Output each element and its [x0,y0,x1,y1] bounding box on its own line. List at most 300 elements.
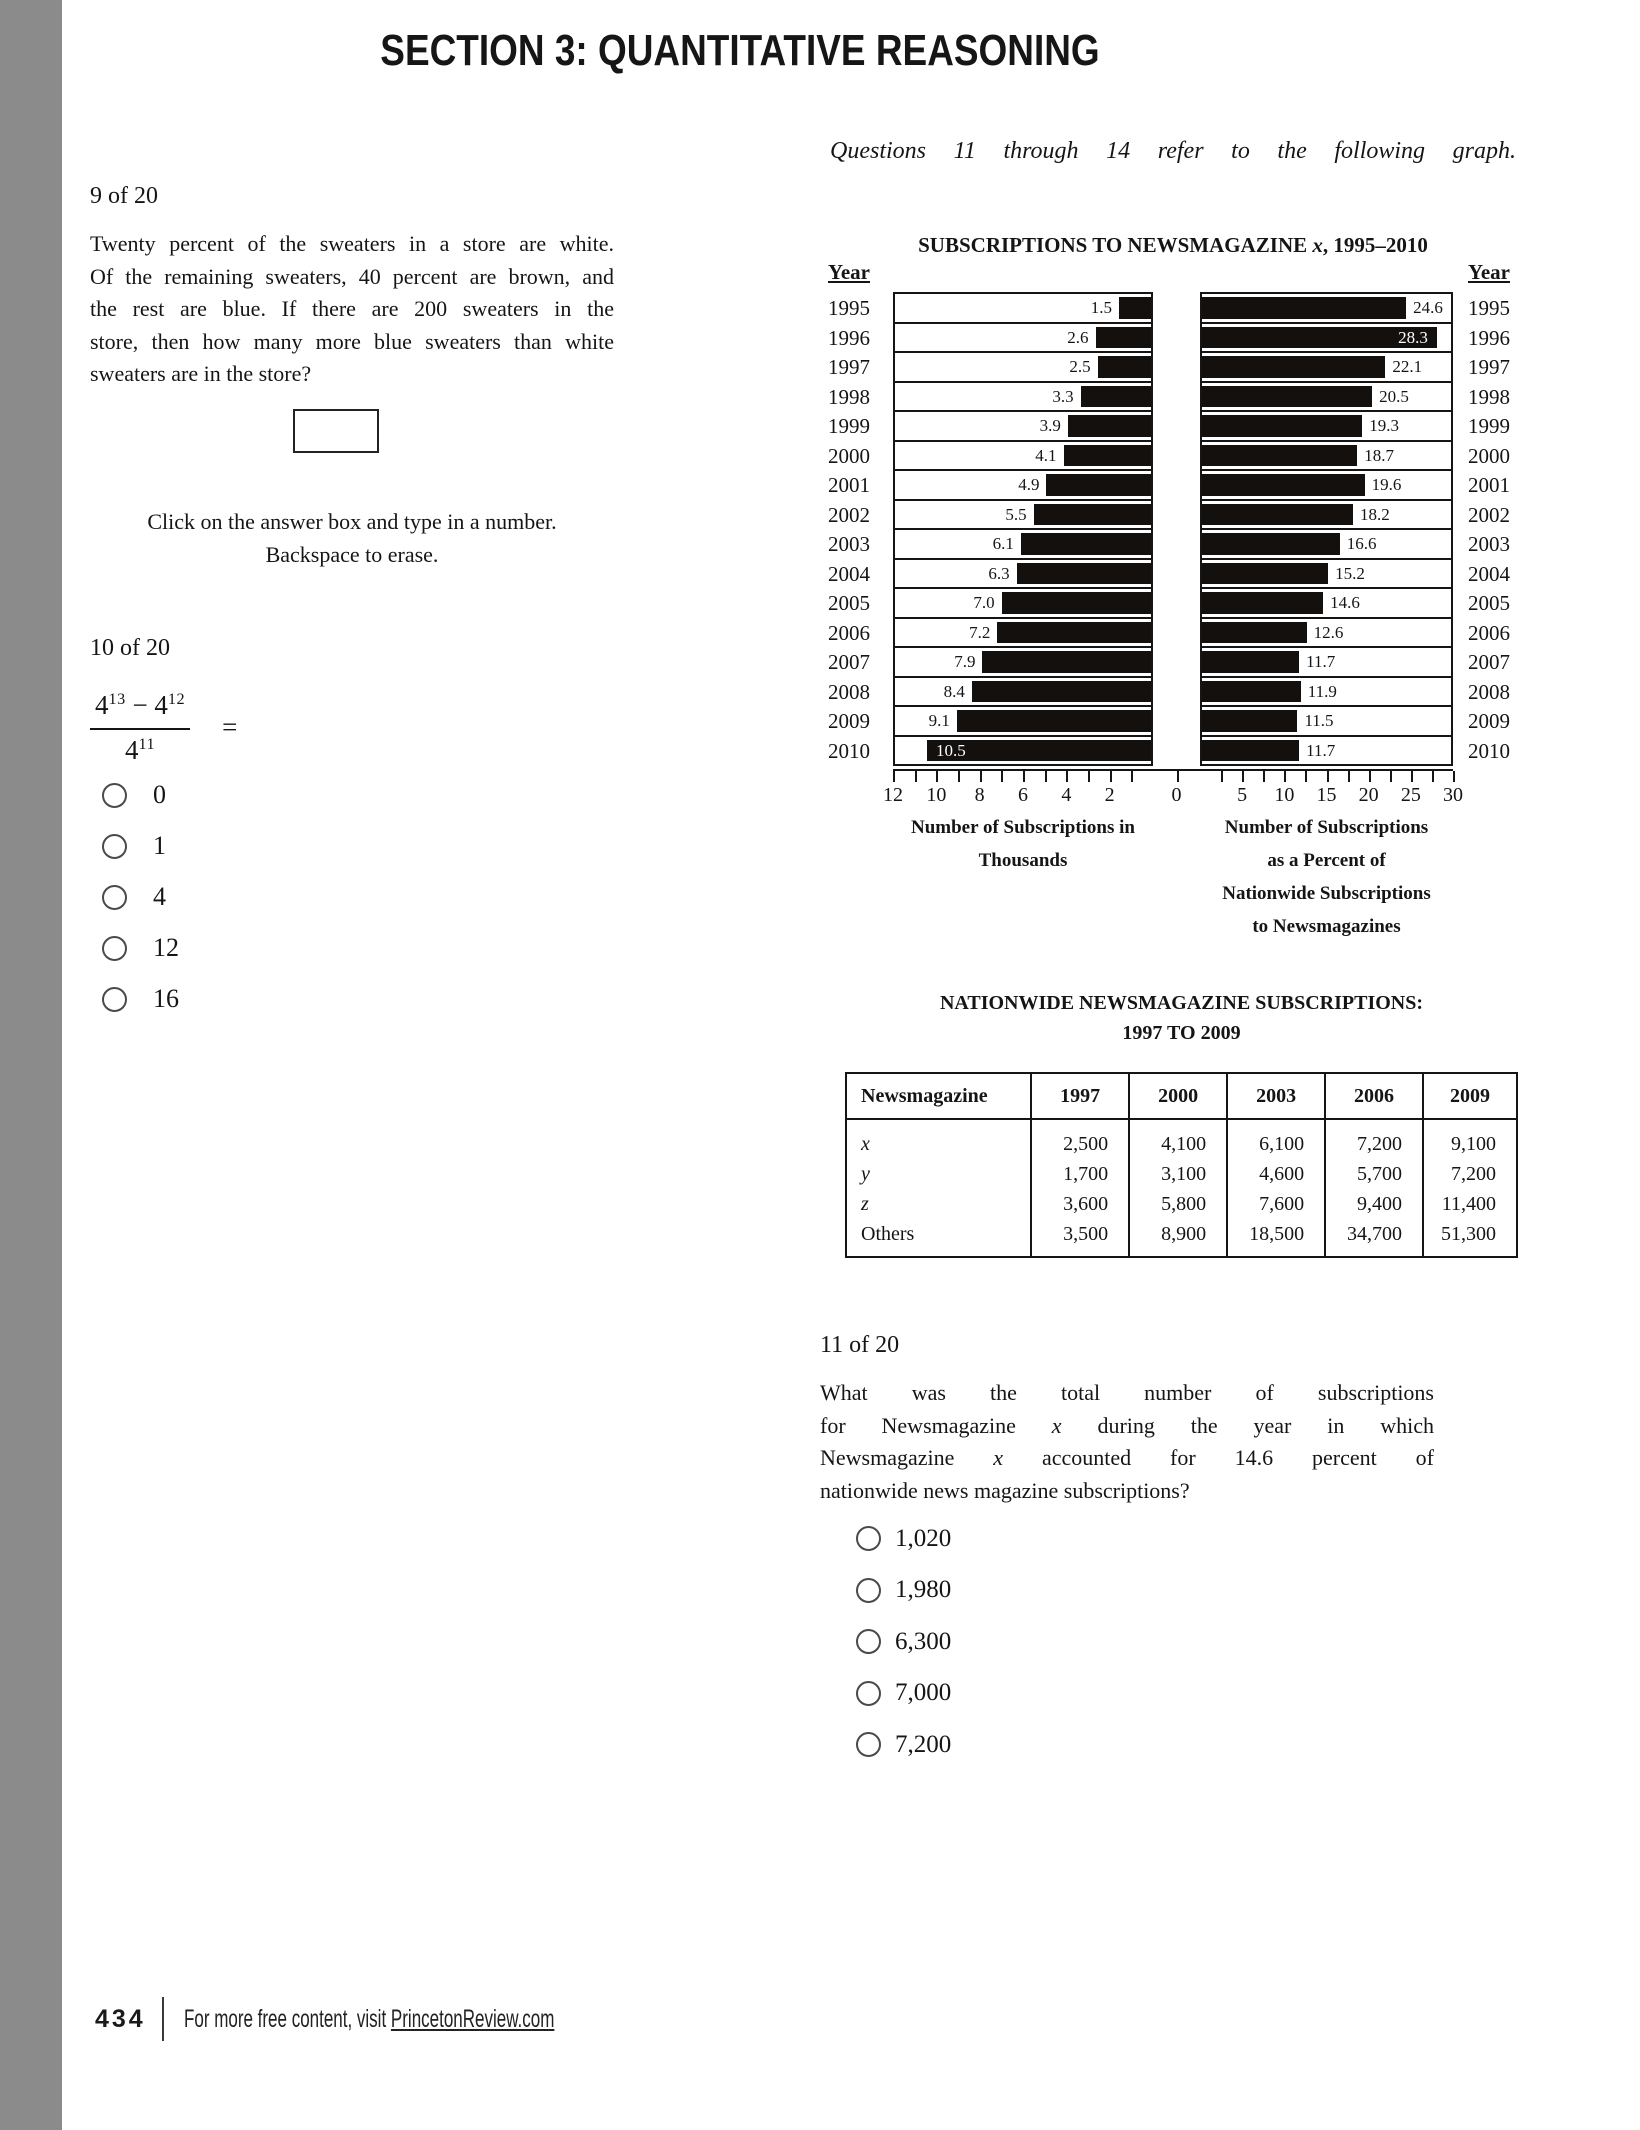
axis-tick [1369,771,1371,782]
table-cell: 6,100 [1227,1119,1325,1159]
option-label: 7,000 [895,1679,952,1707]
text-segment: x [993,1445,1004,1470]
bar-thousands [1068,415,1151,437]
bar-value-label: 19.6 [1371,475,1402,494]
paragraph-line [90,293,614,326]
option-label: 16 [153,984,179,1014]
table-cell: 7,200 [1423,1159,1517,1189]
year-column-header-left: Year [828,260,870,284]
text-segment: x [1312,233,1323,257]
axis-tick [1001,771,1003,782]
text-segment: SUBSCRIPTIONS TO NEWSMAGAZINE [918,233,1313,257]
question-10-expression [90,690,614,766]
axis-tick-label: 30 [1443,784,1463,806]
paragraph-line [820,1377,1434,1410]
option-label: 0 [153,780,166,810]
paragraph-line [90,358,614,391]
chart-row-thousands [895,294,1151,324]
bar-thousands [1064,445,1151,467]
caption-line: Thousands [978,850,1068,871]
paragraph-line [820,1410,1434,1443]
axis-tick [980,771,982,782]
answer-instructions [90,505,614,571]
radio-button-icon[interactable] [856,1681,881,1706]
caption-line: Number of Subscriptions in [910,817,1135,838]
nationwide-table-block [845,988,1518,1258]
axis-tick [1432,771,1434,782]
axis-tick-label: 15 [1316,784,1337,806]
bar-percent [1202,740,1299,762]
axis-tick-label: 20 [1358,784,1379,806]
chart-row-thousands [895,383,1151,413]
axis-tick-label: 5 [1237,784,1248,806]
axis-tick [1242,771,1244,782]
bar-percent [1202,563,1328,585]
bar-value-label: 2.5 [1069,357,1091,376]
chart-year-label: 2007 [828,650,870,674]
axis-tick [1305,771,1307,782]
section-title: SECTION 3: QUANTITATIVE REASONING [380,26,1100,75]
chart-row-thousands [895,648,1151,678]
question-10 [90,635,614,1025]
bar-value-label: 12.6 [1313,622,1344,642]
bar-thousands [1002,592,1151,614]
bar-value-label: 24.6 [1413,298,1443,317]
caption-line: as a Percent of [1267,850,1386,871]
bar-percent [1202,386,1372,408]
axis-tick [1023,771,1025,782]
axis-tick-label: 6 [1018,784,1028,806]
chart-year-label: 1995 [1468,296,1510,320]
chart-year-label: 2001 [1468,473,1510,497]
chart-year-label: 1996 [1468,325,1510,350]
axis-tick-label: 25 [1400,784,1421,806]
chart-year-label: 2008 [828,679,870,704]
caption-line: to Newsmagazines [1252,916,1401,937]
bar-value-label: 2.6 [1067,327,1089,347]
bar-value-label: 18.2 [1360,504,1390,524]
axis-tick [1131,771,1133,782]
bar-value-label: 1.5 [1090,298,1112,317]
chart-year-label: 2007 [1468,650,1510,674]
axis-tick [1263,771,1265,782]
nationwide-subscriptions-table [845,1072,1518,1258]
chart-year-label: 2009 [828,709,870,733]
bar-value-label: 5.5 [1005,504,1027,524]
year-column-header-right: Year [1468,260,1510,284]
axis-tick [1327,771,1329,782]
text-segment: 13 [108,689,126,708]
bar-value-label: 28.3 [1398,327,1428,347]
bar-value-label: 19.3 [1369,416,1399,435]
radio-button-icon[interactable] [102,885,127,910]
bar-percent [1202,297,1406,319]
chart-row-thousands [895,737,1151,765]
text-segment: 11 [138,734,156,753]
footer-text [184,2005,554,2034]
axis-tick [1221,771,1223,782]
fraction-denominator [90,730,190,766]
table-cell: 9,100 [1423,1119,1517,1159]
table-cell: 1,700 [1031,1159,1129,1189]
chart-row-thousands [895,471,1151,501]
chart-year-label: 2003 [828,532,870,556]
chart-row-thousands [895,324,1151,354]
chart-row-thousands [895,619,1151,649]
paragraph-line [90,326,614,359]
axis-tick [1088,771,1090,782]
chart-year-label: 2002 [1468,502,1510,527]
question-11 [820,1332,1434,1771]
table-column-header: 2006 [1325,1073,1423,1119]
table-cell: 5,700 [1325,1159,1423,1189]
table-row [846,1119,1517,1159]
bar-value-label: 16.6 [1346,534,1377,553]
table-cell: 3,500 [1031,1219,1129,1257]
chart-row-percent [1202,353,1451,383]
table-title-line1: NATIONWIDE NEWSMAGAZINE SUBSCRIPTIONS: [939,992,1424,1014]
caption-line: Number of Subscriptions [1224,817,1429,838]
radio-button-icon[interactable] [102,783,127,808]
axis-tick [936,771,938,782]
page-edge-bar [0,0,62,2130]
text-segment: 4 [95,689,109,720]
chart-year-label: 2000 [828,443,870,468]
text-segment: for Newsmagazine [820,1412,1052,1438]
table-column-header: Newsmagazine [846,1073,1031,1119]
axis-tick-label: 4 [1061,784,1072,806]
text-segment: accounted for 14.6 percent of [1003,1445,1434,1470]
bar-thousands [1098,356,1151,378]
text-segment: − [125,689,155,720]
bar-value-label: 6.3 [988,563,1010,583]
bar-percent [1202,356,1385,378]
chart-year-label: 2010 [1468,738,1510,763]
page-footer [95,1995,728,2043]
question-11-number: 11 of 20 [820,1332,900,1358]
bar-percent [1202,681,1301,703]
radio-button-icon[interactable] [856,1732,881,1757]
bar-percent [1202,622,1307,644]
chart-year-label: 1999 [828,414,870,438]
bar-value-label: 3.9 [1039,416,1061,435]
question-11-options [820,1513,1434,1771]
table-cell: 3,600 [1031,1189,1129,1219]
caption-line: Nationwide Subscriptions [1222,883,1431,904]
chart-row-percent [1202,560,1451,590]
axis-tick [1453,771,1455,782]
table-cell: 5,800 [1129,1189,1227,1219]
axis-tick [958,771,960,782]
fraction-numerator [90,690,190,730]
radio-button-icon[interactable] [102,987,127,1012]
table-cell: 34,700 [1325,1219,1423,1257]
bar-percent [1202,651,1299,673]
text-segment: nationwide news magazine subscriptions? [820,1477,1190,1503]
table-cell: 4,600 [1227,1159,1325,1189]
table-row [846,1219,1517,1257]
paragraph-line [90,261,614,294]
chart-row-thousands [895,442,1151,472]
table-cell: 2,500 [1031,1119,1129,1159]
equals-sign: = [222,712,238,743]
text-segment: 4 [154,689,168,720]
chart-year-label: 2004 [1468,561,1510,586]
chart-row-percent [1202,530,1451,560]
chart-row-thousands [895,560,1151,590]
fraction [90,690,190,766]
table-row [846,1189,1517,1219]
bar-value-label: 11.7 [1306,652,1336,671]
radio-button-icon[interactable] [102,936,127,961]
chart-row-percent [1202,324,1451,354]
bar-thousands [1081,386,1151,408]
bar-value-label: 7.2 [969,622,991,642]
bar-percent [1202,592,1323,614]
chart-year-label: 2001 [828,473,870,497]
chart-row-percent [1202,648,1451,678]
radio-button-icon[interactable] [856,1578,881,1603]
chart-row-percent [1202,383,1451,413]
option-label: 6,300 [895,1627,952,1655]
text-segment: What was the total number of subscriptions [820,1380,1434,1405]
bar-percent [1202,533,1340,555]
chart-row-percent [1202,471,1451,501]
option-label: 1 [153,831,166,861]
chart-row-percent [1202,737,1451,765]
chart-row-thousands [895,589,1151,619]
chart-row-thousands [895,412,1151,442]
chart-year-label: 2006 [1468,620,1510,645]
text-segment: 4 [125,734,139,765]
answer-option[interactable] [90,821,614,872]
table-cell: 18,500 [1227,1219,1325,1257]
bar-percent [1202,415,1362,437]
axis-tick [1110,771,1112,782]
bar-value-label: 11.5 [1304,711,1334,730]
chart-year-label: 1997 [1468,355,1510,379]
bar-thousands [1119,297,1151,319]
bar-percent [1202,710,1297,732]
table-cell: 51,300 [1423,1219,1517,1257]
chart-year-label: 2002 [828,502,870,527]
question-9-number: 9 of 20 [90,183,158,209]
bar-value-label: 18.7 [1364,445,1394,465]
paragraph-line [820,1442,1434,1475]
instruction-line: Backspace to erase. [265,541,439,567]
option-label: 12 [153,933,179,963]
chart-year-label: 1998 [1468,384,1510,409]
bar-percent [1202,474,1365,496]
text-segment: , 1995–2010 [1322,233,1428,257]
left-column [90,183,614,1025]
chart-title [893,233,1453,258]
text-segment: during the year in which [1061,1412,1434,1438]
option-label: 1,980 [895,1576,952,1604]
text-segment: x [1051,1412,1062,1438]
table-row-label: z [861,1192,869,1215]
chart-panel-percent [1200,292,1453,766]
table-row [846,1159,1517,1189]
answer-input-box[interactable] [293,409,379,453]
chart-year-label: 1995 [828,296,870,320]
table-cell: 7,200 [1325,1119,1423,1159]
answer-option[interactable] [90,770,614,821]
chart-year-label: 2003 [1468,532,1510,556]
paragraph-line [820,1475,1434,1508]
bar-value-label: 4.1 [1035,445,1057,465]
chart-row-percent [1202,678,1451,708]
answer-option[interactable] [820,1565,1434,1617]
axis-tick [1284,771,1286,782]
bar-thousands [1046,474,1151,496]
axis-tick [1411,771,1413,782]
axis-ruler [883,769,1463,813]
bar-thousands [982,651,1151,673]
table-cell: 9,400 [1325,1189,1423,1219]
bar-value-label: 7.0 [973,593,995,612]
chart-year-label: 2009 [1468,709,1510,733]
chart-year-label: 2005 [828,591,870,615]
radio-button-icon[interactable] [856,1526,881,1551]
chart-row-thousands [895,353,1151,383]
answer-option[interactable] [90,923,614,974]
bar-thousands [972,681,1151,703]
chart-row-percent [1202,442,1451,472]
bar-value-label: 11.9 [1307,681,1337,701]
bar-value-label: 14.6 [1330,593,1360,612]
bar-value-label: 10.5 [936,740,966,760]
answer-option[interactable] [820,1668,1434,1720]
axis-tick [1177,771,1179,782]
axis-tick [915,771,917,782]
axis-tick [1390,771,1392,782]
answer-option[interactable] [820,1616,1434,1668]
footer-text-prefix: For more free content, visit [183,2004,391,2033]
question-9-text [90,228,614,391]
answer-option[interactable] [820,1719,1434,1771]
subscriptions-chart [820,233,1520,973]
table-cell: 3,100 [1129,1159,1227,1189]
table-column-header: 2003 [1227,1073,1325,1119]
axis-tick [1348,771,1350,782]
option-label: 7,200 [895,1730,952,1758]
chart-row-thousands [895,530,1151,560]
chart-year-label: 1997 [828,355,870,379]
chart-row-percent [1202,501,1451,531]
question-11-text [820,1377,1434,1507]
footer-divider [162,1997,164,2041]
right-axis-caption [1200,811,1453,943]
text-segment: Twenty percent of the sweaters in a store are white. [90,231,614,256]
axis-tick-label: 0 [1171,784,1182,806]
axis-tick-label: 10 [1274,784,1295,806]
axis-tick [1066,771,1068,782]
bar-value-label: 15.2 [1335,563,1365,583]
bar-value-label: 7.9 [954,652,976,671]
text-segment: Of the remaining sweaters, 40 percent are brown, and [90,263,614,289]
table-row-label: x [861,1132,870,1155]
bar-value-label: 4.9 [1018,475,1040,494]
radio-button-icon[interactable] [856,1629,881,1654]
chart-year-label: 2010 [828,738,870,763]
chart-year-label: 2000 [1468,443,1510,468]
paragraph-line [90,228,614,261]
chart-year-label: 2004 [828,561,870,586]
chart-year-label: 1999 [1468,414,1510,438]
bar-thousands [1021,533,1151,555]
chart-row-percent [1202,412,1451,442]
chart-row-percent [1202,707,1451,737]
bar-thousands [957,710,1151,732]
bar-thousands [1017,563,1151,585]
table-cell: 7,600 [1227,1189,1325,1219]
table-cell: 11,400 [1423,1189,1517,1219]
bar-value-label: 20.5 [1379,386,1409,406]
chart-row-percent [1202,619,1451,649]
bar-value-label: 11.7 [1306,740,1336,760]
bar-value-label: 6.1 [992,534,1014,553]
bar-thousands [1096,327,1151,349]
left-axis-caption [893,811,1153,877]
axis-tick-label: 2 [1104,784,1115,806]
bar-value-label: 8.4 [943,681,965,701]
bar-value-label: 3.3 [1052,386,1074,406]
option-label: 1,020 [895,1524,952,1552]
text-segment: 12 [167,689,186,708]
bar-thousands [1034,504,1151,526]
chart-year-label: 1996 [828,325,870,350]
answer-option[interactable] [90,872,614,923]
bar-value-label: 9.1 [928,711,950,730]
text-segment: the rest are blue. If there are 200 sweaters in the [90,296,614,321]
table-cell: 8,900 [1129,1219,1227,1257]
table-column-header: 1997 [1031,1073,1129,1119]
option-label: 4 [153,882,166,912]
answer-option[interactable] [90,974,614,1025]
text-segment: Newsmagazine [820,1445,994,1470]
chart-year-label: 2008 [1468,679,1510,704]
chart-year-label: 2005 [1468,591,1510,615]
instruction-line: Click on the answer box and type in a number. [147,508,557,534]
axis-tick-label: 8 [974,784,985,806]
table-column-header: 2000 [1129,1073,1227,1119]
bar-percent [1202,504,1353,526]
axis-tick [893,771,895,782]
footer-link[interactable]: PrincetonReview.com [390,2004,555,2033]
question-10-options [90,770,614,1025]
radio-button-icon[interactable] [102,834,127,859]
bar-percent [1202,445,1357,467]
table-cell: 4,100 [1129,1119,1227,1159]
axis-tick [1045,771,1047,782]
chart-row-thousands [895,501,1151,531]
page-number: 434 [95,2004,146,2033]
text-segment: store, then how many more blue sweaters than white [90,328,614,354]
bar-thousands [997,622,1151,644]
table-row-label: Others [861,1222,915,1245]
chart-row-thousands [895,707,1151,737]
table-row-label: y [861,1162,870,1185]
graph-intro-text: Questions 11 through 14 refer to the following graph. [830,138,1516,164]
chart-row-percent [1202,294,1451,324]
answer-option[interactable] [820,1513,1434,1565]
table-column-header: 2009 [1423,1073,1517,1119]
axis-tick-label: 10 [926,784,947,806]
axis-tick-label: 12 [883,784,903,806]
table-title-line2: 1997 TO 2009 [1122,1022,1241,1044]
question-10-number: 10 of 20 [90,634,170,661]
